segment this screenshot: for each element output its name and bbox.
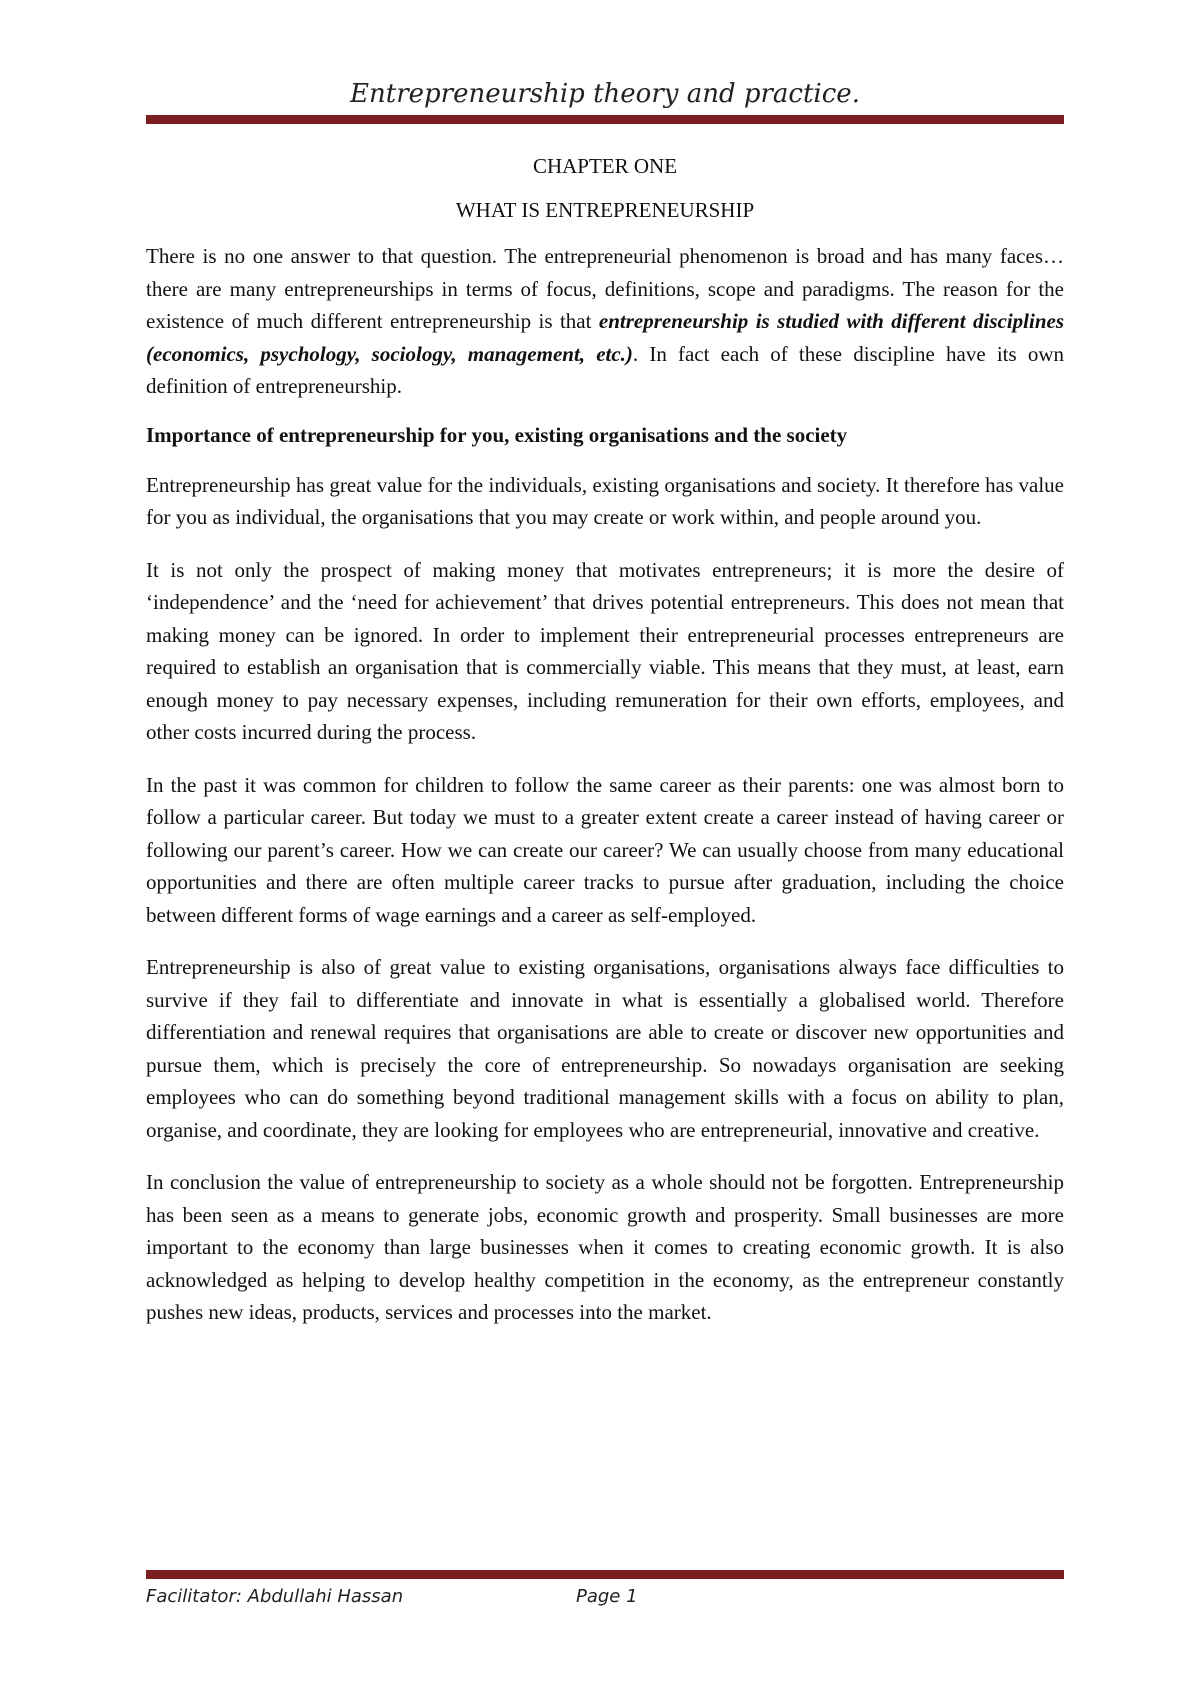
page-footer	[146, 1586, 1064, 1616]
footer-rule	[146, 1570, 1064, 1579]
body-paragraph-1: Entrepreneurship has great value for the individuals, existing organisations and society. It therefore has value for you as individual, the organisations that you may create or work within, and people around you.	[146, 472, 1064, 529]
header-rule	[146, 115, 1064, 124]
intro-text-start: There is no one answer to that question. The entrepreneurial phenomenon is broad and has many faces…there are many entrepreneurships in terms of focus, definitions, scope and paradigms. The reason for the existence of much different entrepreneurship is that	[146, 244, 1064, 333]
intro-text-end: . In fact each of these discipline have its own definition of entrepreneurship.	[146, 341, 1064, 398]
body-paragraph-3: In the past it was common for children to follow the same career as their parents: one was almost born to follow a particular career. But today we must to a greater extent create a career instead of having career or following our parent’s career. How we can create our career? We can usually choose from many educational opportunities and there are often multiple career tracks to pursue after graduation, including the choice between different forms of wage earnings and a career as self-employed.	[146, 772, 1064, 927]
body-paragraph-5: In conclusion the value of entrepreneurship to society as a whole should not be forgotten. Entrepreneurship has been seen as a means to generate jobs, economic growth and prosperity. Small businesses are more important to the economy than large businesses when it comes to creating economic growth. It is also acknowledged as helping to develop healthy competition in the economy, as the entrepreneur constantly pushes new ideas, products, services and processes into the market.	[146, 1170, 1064, 1324]
chapter-label: CHAPTER ONE	[532, 154, 678, 178]
footer-page-number: Page 1	[576, 1586, 638, 1607]
page-content	[146, 150, 1064, 1349]
section-heading: Importance of entrepreneurship for you, existing organisations and the society	[146, 422, 848, 447]
body-paragraph-4: Entrepreneurship is also of great value to existing organisations, organisations always face difficulties to survive if they fail to differentiate and innovate in what is essentially a globalised world. Therefore differentiation and renewal requires that organisations are able to create or discover new opportunities and pursue them, which is precisely the core of entrepreneurship. So nowadays organisation are seeking employees who can do something beyond traditional management skills with a focus on ability to plan, organise, and coordinate, they are looking for employees who are entrepreneurial, innovative and creative.	[146, 955, 1064, 1142]
intro-paragraph	[146, 240, 1064, 403]
chapter-title: WHAT IS ENTREPRENEURSHIP	[455, 198, 755, 222]
running-header-title: Entrepreneurship theory and practice.	[350, 79, 860, 109]
intro-emphasis: entrepreneurship is studied with different disciplines (economics, psychology, sociology, management, etc.)	[146, 309, 1064, 366]
footer-facilitator: Facilitator: Abdullahi Hassan	[146, 1586, 404, 1607]
body-paragraph-2: It is not only the prospect of making money that motivates entrepreneurs; it is more the desire of ‘independence’ and the ‘need for achievement’ that drives potential entrepreneurs. This does not mean that making money can be ignored. In order to implement their entrepreneurial processes entrepreneurs are required to establish an organisation that is commercially viable. This means that they must, at least, earn enough money to pay necessary expenses, including remuneration for their own efforts, employees, and other costs incurred during the process.	[146, 557, 1064, 744]
